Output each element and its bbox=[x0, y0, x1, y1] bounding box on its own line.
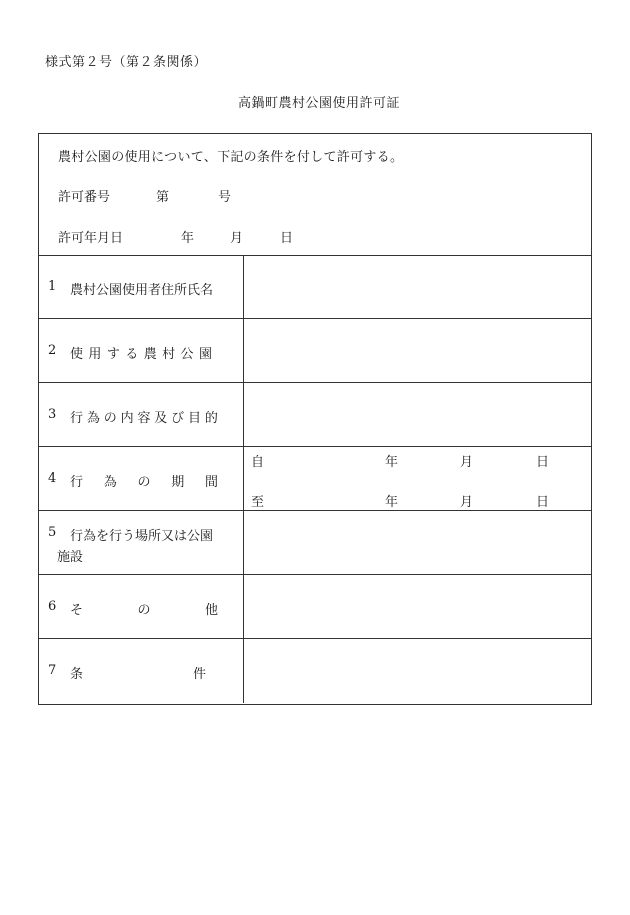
park-used-field[interactable] bbox=[244, 319, 591, 382]
row-label: そ の 他 bbox=[70, 603, 218, 618]
activity-location-field[interactable] bbox=[244, 511, 591, 574]
form-number-label: 様式第２号（第２条関係） bbox=[45, 55, 208, 70]
period-from-month: 月 bbox=[460, 455, 474, 470]
row-number: 1 bbox=[48, 279, 57, 294]
row-label-cell bbox=[39, 255, 244, 318]
row-number: 7 bbox=[48, 663, 57, 678]
period-to-year: 年 bbox=[385, 495, 399, 510]
period-from-mark: 自 bbox=[251, 455, 265, 470]
permit-number-label: 許可番号 bbox=[58, 190, 111, 205]
table-row bbox=[39, 511, 591, 575]
row-label: 行 為 の 内 容 及 び 目 的 bbox=[70, 411, 218, 426]
permit-date-year: 年 bbox=[181, 231, 195, 246]
period-to-line bbox=[244, 491, 591, 510]
conditions-field[interactable] bbox=[244, 639, 591, 703]
row-label-continuation: 施設 bbox=[57, 550, 84, 565]
row-label: 使 用 す る 農 村 公 園 bbox=[70, 347, 212, 362]
permit-intro-text: 農村公園の使用について、下記の条件を付して許可する。 bbox=[58, 150, 404, 165]
row-label-cell bbox=[39, 447, 244, 510]
row-number: 4 bbox=[48, 471, 57, 486]
row-number: 2 bbox=[48, 343, 57, 358]
permit-date-month: 月 bbox=[230, 231, 244, 246]
row-label-cell bbox=[39, 383, 244, 446]
row-label: 農村公園使用者住所氏名 bbox=[70, 283, 214, 298]
permit-form bbox=[38, 133, 592, 705]
permit-date-label: 許可年月日 bbox=[58, 231, 124, 246]
permit-header-block bbox=[39, 134, 591, 256]
period-to-month: 月 bbox=[460, 495, 474, 510]
table-row bbox=[39, 383, 591, 447]
user-address-name-field[interactable] bbox=[244, 255, 591, 318]
row-label: 行 為 の 期 間 bbox=[70, 475, 218, 490]
row-label-cell bbox=[39, 639, 244, 703]
document-title: 高鍋町農村公園使用許可証 bbox=[237, 96, 400, 111]
permit-number-suffix: 号 bbox=[218, 190, 232, 205]
permit-rows bbox=[39, 255, 591, 703]
row-label-cell bbox=[39, 511, 244, 574]
table-row bbox=[39, 447, 591, 511]
row-label: 条 件 bbox=[70, 667, 206, 682]
row-label-cell bbox=[39, 319, 244, 382]
table-row bbox=[39, 319, 591, 383]
period-to-day: 日 bbox=[536, 495, 550, 510]
permit-date-day: 日 bbox=[280, 231, 294, 246]
row-number: 3 bbox=[48, 407, 57, 422]
period-to-mark: 至 bbox=[251, 495, 265, 510]
row-label: 行為を行う場所又は公園 bbox=[70, 529, 214, 544]
activity-purpose-field[interactable] bbox=[244, 383, 591, 446]
period-from-year: 年 bbox=[385, 455, 399, 470]
period-from-day: 日 bbox=[536, 455, 550, 470]
table-row bbox=[39, 255, 591, 319]
row-label-cell bbox=[39, 575, 244, 638]
table-row bbox=[39, 639, 591, 703]
period-from-line bbox=[244, 451, 591, 470]
activity-period-field[interactable] bbox=[244, 447, 591, 510]
other-field[interactable] bbox=[244, 575, 591, 638]
table-row bbox=[39, 575, 591, 639]
row-number: 5 bbox=[48, 525, 57, 540]
row-number: 6 bbox=[48, 599, 57, 614]
permit-number-prefix: 第 bbox=[156, 190, 170, 205]
